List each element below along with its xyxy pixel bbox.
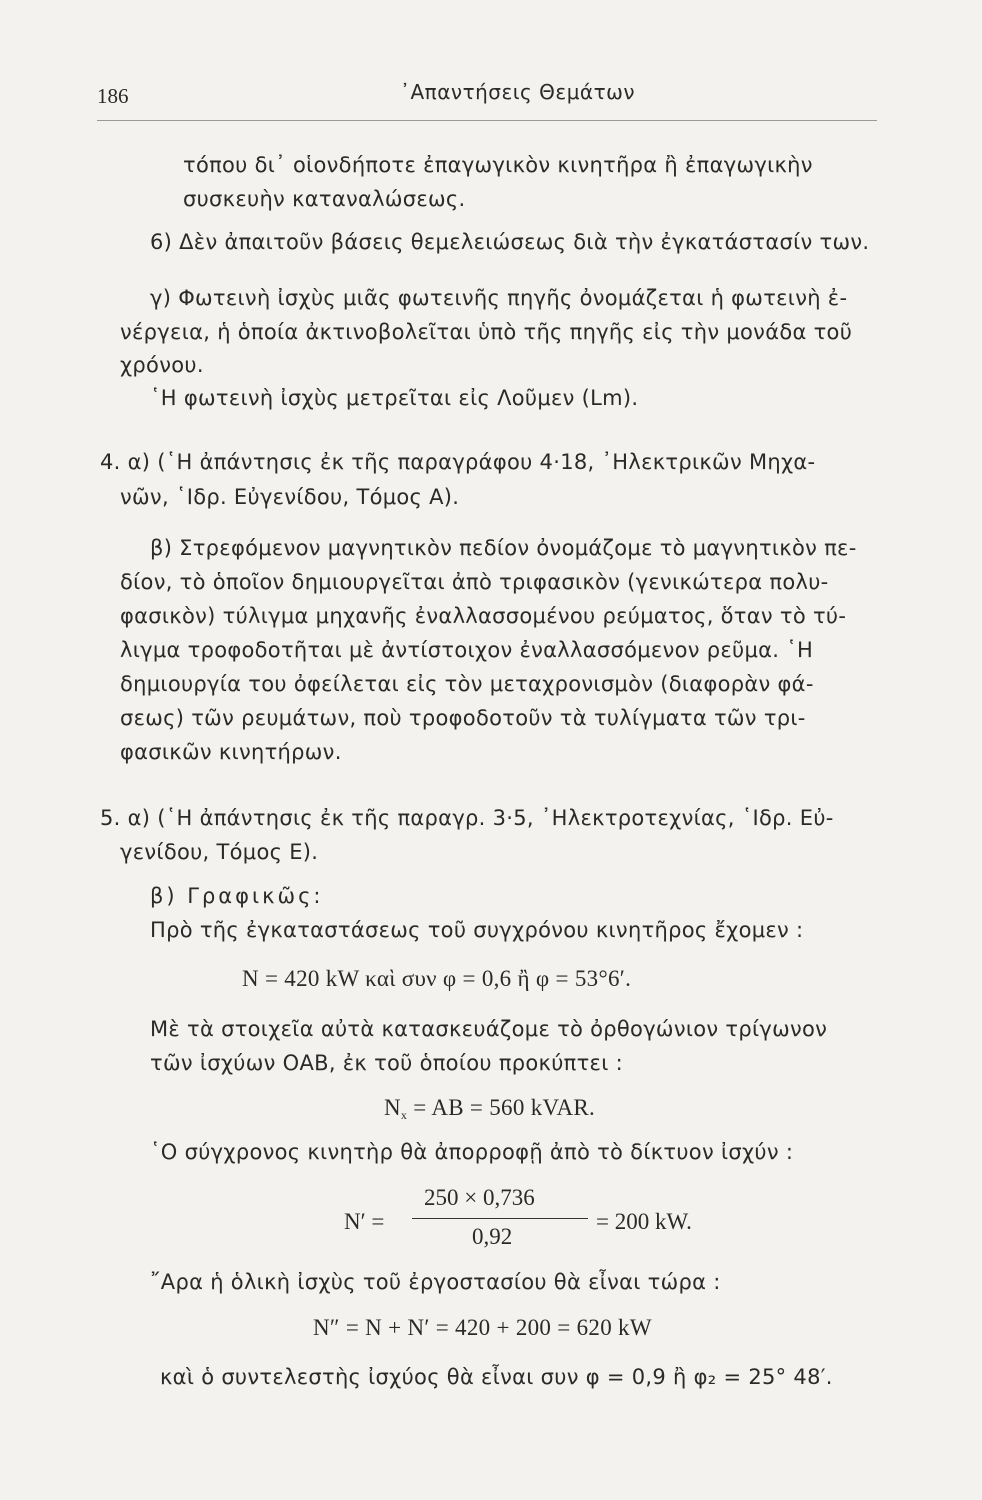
text-line: 5. α) (῾Η ἀπάντησις ἐκ τῆς παραγρ. 3·5, ᾿Ηλεκτροτεχνίας, ῾Ιδρ. Εὐ- — [100, 806, 834, 830]
text-line: καὶ ὁ συντελεστὴς ἰσχύος θὰ εἶναι συν φ = 0,9 ἢ φ₂ = 25° 48′. — [160, 1365, 833, 1389]
text-line: φασικῶν κινητήρων. — [120, 740, 342, 764]
text-line: 6) Δὲν ἀπαιτοῦν βάσεις θεμελειώσεως διὰ τὴν ἐγκατάστασίν των. — [150, 230, 870, 254]
text-line: τόπου δι᾿ οἱονδήποτε ἐπαγωγικὸν κινητῆρα ἢ ἐπαγωγικὴν — [183, 153, 813, 177]
fraction-rhs: = 200 kW. — [596, 1209, 692, 1234]
header-rule — [97, 120, 877, 121]
text-line: γ) Φωτεινὴ ἰσχὺς μιᾶς φωτεινῆς πηγῆς ὀνομάζεται ἡ φωτεινὴ ἐ- — [150, 286, 848, 310]
text-line: συσκευὴν καταναλώσεως. — [183, 187, 466, 211]
text-line: 4. α) (῾Η ἀπάντησις ἐκ τῆς παραγράφου 4·18, ᾿Ηλεκτρικῶν Μηχα- — [100, 450, 816, 474]
text-line: λιγμα τροφοδοτῆται μὲ ἀντίστοιχον ἐναλλασσόμενον ρεῦμα. ῾Η — [120, 638, 814, 662]
text-line: Πρὸ τῆς ἐγκαταστάσεως τοῦ συγχρόνου κινητῆρος ἔχομεν : — [150, 918, 804, 942]
text-line: β) Γραφικῶς: — [150, 884, 324, 908]
equation: N″ = N + N′ = 420 + 200 = 620 kW — [313, 1315, 652, 1340]
text-line: Μὲ τὰ στοιχεῖα αὐτὰ κατασκευάζομε τὸ ὀρθογώνιον τρίγωνον — [150, 1017, 828, 1041]
equation-part: N — [384, 1095, 401, 1120]
text-line: νῶν, ῾Ιδρ. Εὐγενίδου, Τόμος Α). — [120, 485, 460, 509]
text-line: νέργεια, ἡ ὁποία ἀκτινοβολεῖται ὑπὸ τῆς πηγῆς εἰς τὴν μονάδα τοῦ — [120, 320, 853, 344]
text-line: β) Στρεφόμενον μαγνητικὸν πεδίον ὀνομάζομε τὸ μαγνητικὸν πε- — [150, 536, 857, 560]
equation-subscript: x — [400, 1108, 408, 1122]
text-line: ῎Αρα ἡ ὁλικὴ ἰσχὺς τοῦ ἐργοστασίου θὰ εἶναι τώρα : — [150, 1270, 721, 1294]
text-line: σεως) τῶν ρευμάτων, ποὺ τροφοδοτοῦν τὰ τυλίγματα τῶν τρι- — [120, 706, 806, 730]
text-line: χρόνου. — [120, 353, 204, 377]
page-header — [97, 80, 877, 120]
fraction-numerator: 250 × 0,736 — [424, 1185, 535, 1210]
text-line: τῶν ἰσχύων ΟΑΒ, ἐκ τοῦ ὁποίου προκύπτει : — [150, 1051, 623, 1075]
equation: Ν = 420 kW καὶ συν φ = 0,6 ἢ φ = 53°6′. — [242, 966, 632, 991]
text-line: ῾Ο σύγχρονος κινητὴρ θὰ ἀπορροφῇ ἀπὸ τὸ δίκτυον ἰσχύν : — [150, 1140, 794, 1164]
equation — [384, 1095, 595, 1123]
fraction-lhs: N′ = — [344, 1209, 385, 1234]
running-title: ᾿Απαντήσεις Θεμάτων — [400, 80, 636, 104]
text-line: ῾Η φωτεινὴ ἰσχὺς μετρεῖται εἰς Λοῦμεν (Lm). — [150, 386, 639, 410]
text-line: δίον, τὸ ὁποῖον δημιουργεῖται ἀπὸ τριφασικὸν (γενικώτερα πολυ- — [120, 570, 829, 594]
text-line: γενίδου, Τόμος Ε). — [120, 840, 319, 864]
text-line: φασικὸν) τύλιγμα μηχανῆς ἐναλλασσομένου ρεύματος, ὅταν τὸ τύ- — [120, 604, 847, 628]
text-line: δημιουργία του ὀφείλεται εἰς τὸν μεταχρονισμὸν (διαφορὰν φά- — [120, 672, 814, 696]
equation-part: = AB = 560 kVAR. — [407, 1095, 596, 1120]
fraction-bar — [412, 1218, 588, 1219]
page-number: 186 — [97, 84, 129, 108]
fraction-denominator: 0,92 — [472, 1224, 513, 1249]
